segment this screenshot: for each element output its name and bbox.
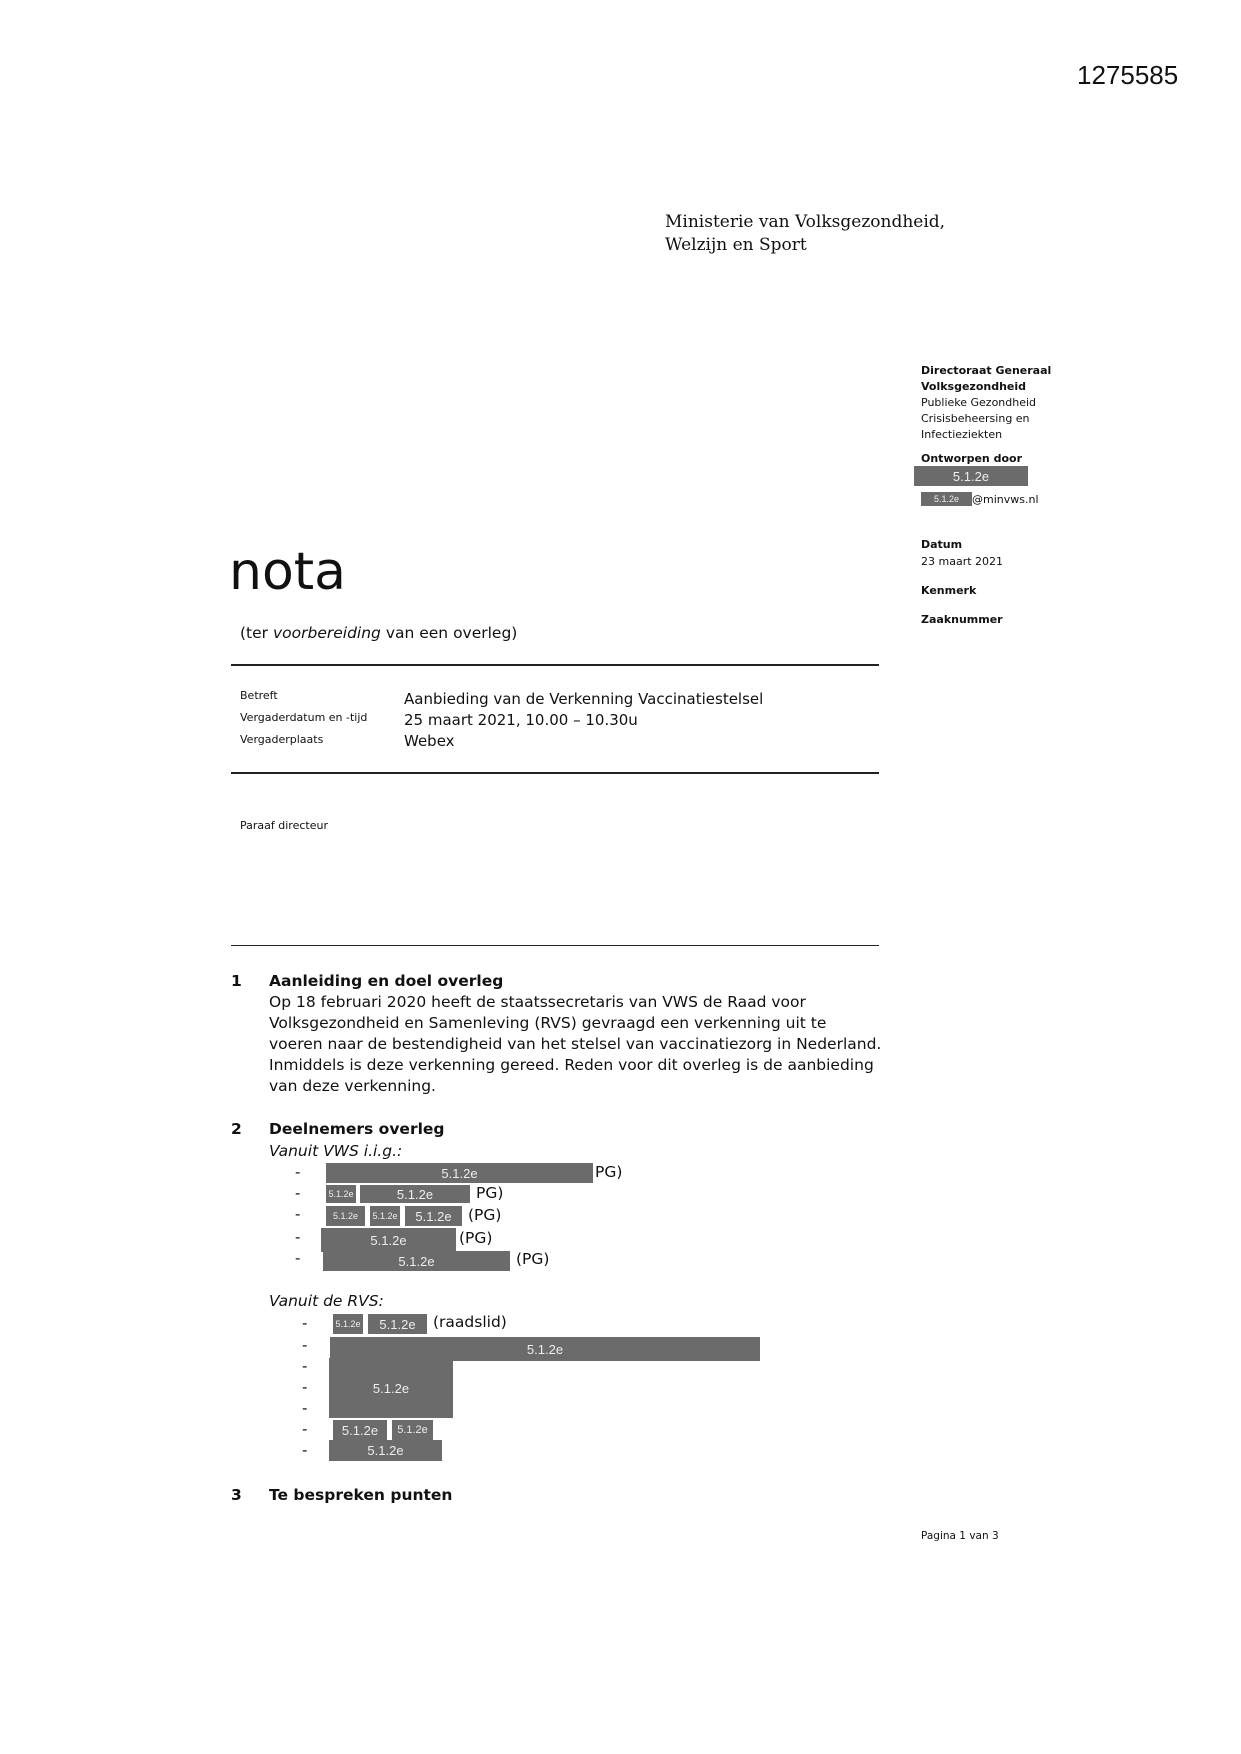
bullet: -: [302, 1420, 308, 1438]
divider: [231, 664, 879, 666]
meta-label: Vergaderdatum en -tijd: [240, 711, 368, 724]
divider: [231, 945, 879, 946]
divider: [231, 772, 879, 774]
section-title: Te bespreken punten: [269, 1486, 453, 1504]
org-line: Publieke Gezondheid: [921, 396, 1037, 409]
role: PG): [595, 1163, 623, 1181]
redaction: 5.1.2e: [333, 1314, 363, 1334]
role: (PG): [468, 1206, 502, 1224]
subtitle-emphasis: voorbereiding: [272, 624, 381, 642]
zaaknummer-label: Zaaknummer: [921, 613, 1003, 626]
bullet: -: [295, 1249, 301, 1267]
bullet: -: [302, 1441, 308, 1459]
section-number: 3: [231, 1486, 242, 1504]
role: (raadslid): [433, 1313, 507, 1331]
bullet: -: [302, 1336, 308, 1354]
redaction: 5.1.2e: [321, 1228, 456, 1252]
bullet: -: [295, 1184, 301, 1202]
section-title: Aanleiding en doel overleg: [269, 972, 504, 990]
kenmerk-label: Kenmerk: [921, 584, 977, 597]
redaction: 5.1.2e: [330, 1337, 760, 1361]
paraaf-label: Paraaf directeur: [240, 819, 328, 832]
bullet: -: [302, 1357, 308, 1375]
date-value: 23 maart 2021: [921, 555, 1004, 568]
subtitle: [240, 624, 517, 642]
redaction: 5.1.2e: [368, 1314, 427, 1334]
redaction: 5.1.2e: [360, 1185, 470, 1203]
redaction: 5.1.2e: [323, 1251, 510, 1271]
redaction: 5.1.2e: [333, 1420, 387, 1440]
redaction: 5.1.2e: [392, 1420, 433, 1440]
paragraph-line: Inmiddels is deze verkenning gereed. Reden voor dit overleg is de aanbieding: [269, 1056, 874, 1074]
redaction: 5.1.2e: [370, 1206, 400, 1226]
vws-label: Vanuit VWS i.i.g.:: [269, 1142, 403, 1160]
redaction: 5.1.2e: [329, 1440, 442, 1461]
redaction: 5.1.2e: [326, 1163, 593, 1183]
org-line: Volksgezondheid: [921, 380, 1027, 393]
page-footer: Pagina 1 van 3: [921, 1530, 999, 1542]
subtitle-text: (ter: [240, 624, 273, 642]
meta-value: Aanbieding van de Verkenning Vaccinatiestelsel: [404, 690, 764, 708]
redaction: 5.1.2e: [326, 1206, 365, 1226]
role: (PG): [459, 1229, 493, 1247]
role: (PG): [516, 1250, 550, 1268]
redaction: 5.1.2e: [914, 466, 1028, 486]
document-number: 1275585: [1077, 60, 1179, 90]
paragraph-line: Op 18 februari 2020 heeft de staatssecretaris van VWS de Raad voor: [269, 993, 806, 1011]
rvs-label: Vanuit de RVS:: [269, 1292, 384, 1310]
bullet: -: [302, 1314, 308, 1332]
org-line: Infectieziekten: [921, 428, 1003, 441]
page-title: nota: [229, 542, 347, 602]
ministry-name-line2: Welzijn en Sport: [665, 235, 807, 255]
bullet: -: [302, 1378, 308, 1396]
ministry-name-line1: Ministerie van Volksgezondheid,: [665, 212, 946, 232]
subtitle-text: van een overleg): [380, 624, 518, 642]
role: PG): [476, 1184, 504, 1202]
paragraph-line: van deze verkenning.: [269, 1077, 436, 1095]
paragraph-line: voeren naar de bestendigheid van het stelsel van vaccinatiezorg in Nederland.: [269, 1035, 882, 1053]
org-line: Directoraat Generaal: [921, 364, 1052, 377]
bullet: -: [302, 1399, 308, 1417]
meta-label: Vergaderplaats: [240, 733, 324, 746]
paragraph-line: Volksgezondheid en Samenleving (RVS) gevraagd een verkenning uit te: [269, 1014, 827, 1032]
designed-by-label: Ontworpen door: [921, 452, 1022, 465]
redaction: 5.1.2e: [326, 1185, 356, 1203]
redaction: 5.1.2e: [405, 1206, 462, 1226]
org-line: Crisisbeheersing en: [921, 412, 1030, 425]
date-label: Datum: [921, 538, 963, 551]
meta-value: 25 maart 2021, 10.00 – 10.30u: [404, 711, 638, 729]
section-title: Deelnemers overleg: [269, 1120, 445, 1138]
redaction: 5.1.2e: [329, 1358, 453, 1418]
bullet: -: [295, 1205, 301, 1223]
meta-value: Webex: [404, 732, 455, 750]
redaction: 5.1.2e: [921, 492, 972, 506]
bullet: -: [295, 1163, 301, 1181]
section-number: 2: [231, 1120, 242, 1138]
email-suffix: @minvws.nl: [972, 493, 1039, 506]
meta-label: Betreft: [240, 689, 278, 702]
bullet: -: [295, 1228, 301, 1246]
section-number: 1: [231, 972, 242, 990]
